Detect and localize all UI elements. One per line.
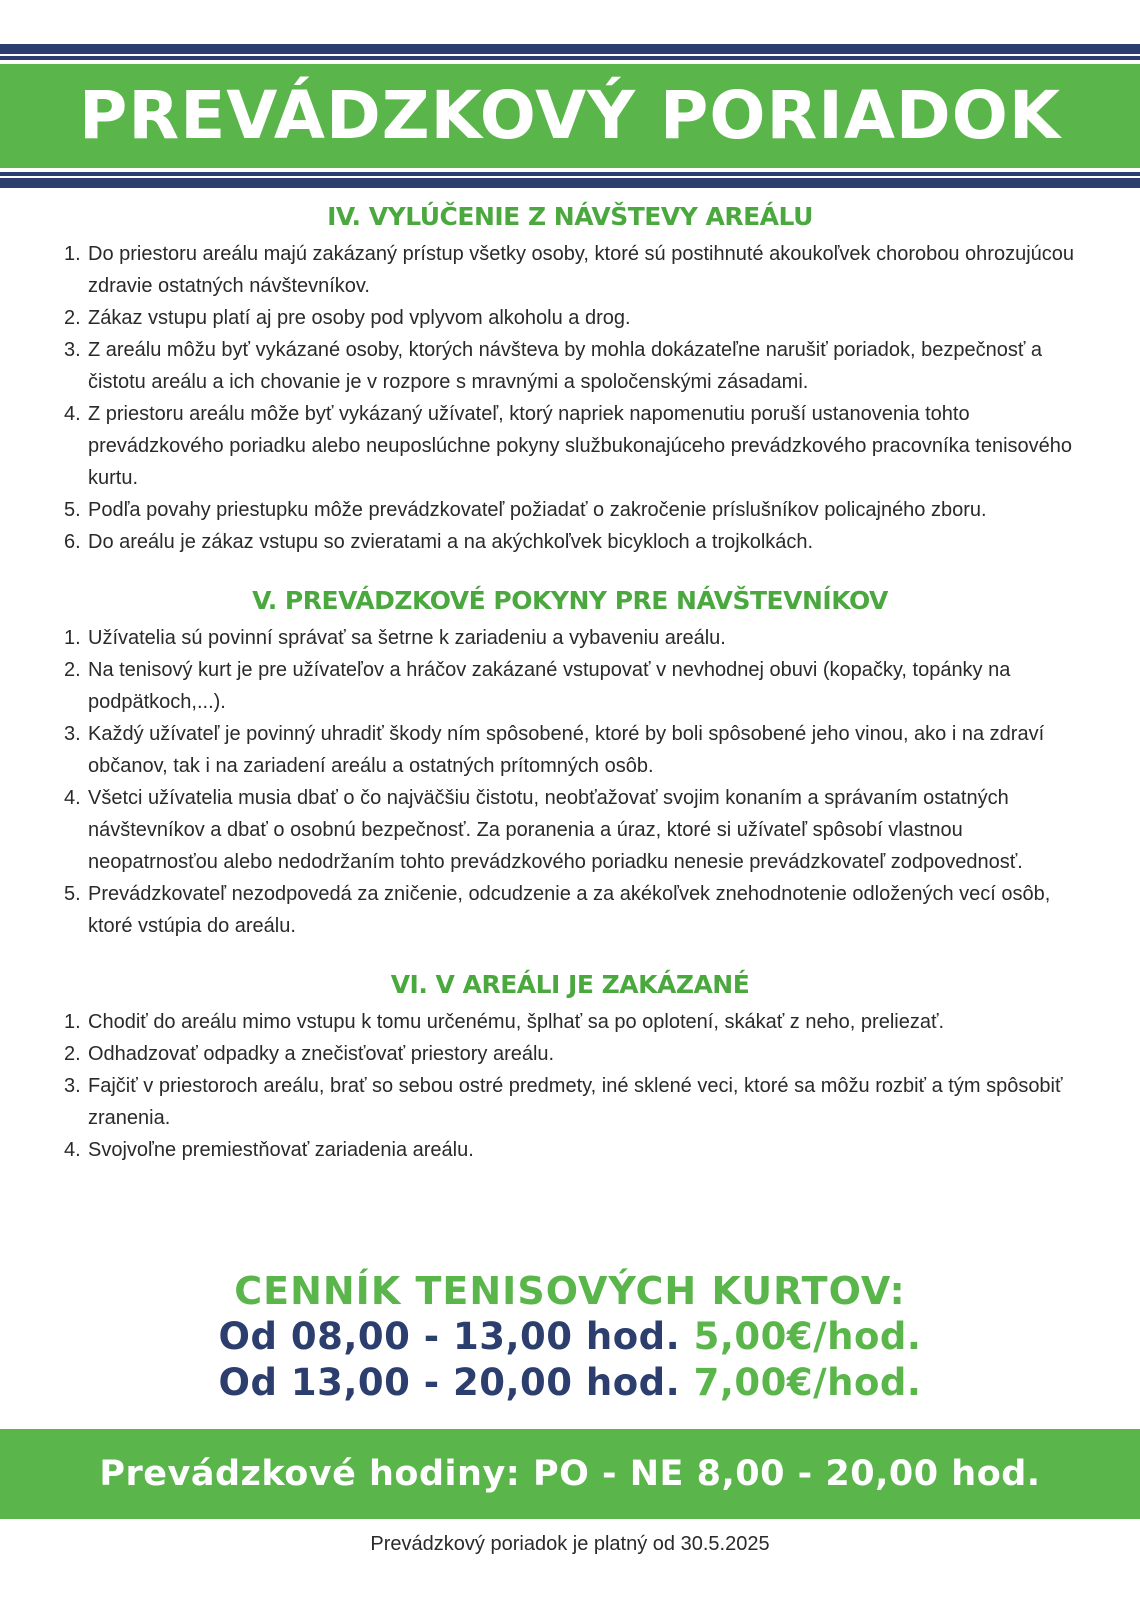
page-title: PREVÁDZKOVÝ PORIADOK: [79, 77, 1061, 154]
list-item: 2. Odhadzovať odpadky a znečisťovať priestory areálu.: [64, 1043, 555, 1065]
list-item: 1. Do priestoru areálu majú zakázaný prístup všetky osoby, ktoré sú postihnuté akoukoľvek chorobou ohrozujúcou zdravie ostatných návštevníkov.: [64, 243, 1075, 297]
price-row-morning: [0, 1314, 1140, 1360]
opening-hours-text: Prevádzkové hodiny: PO - NE 8,00 - 20,00 hod.: [99, 1454, 1041, 1494]
section-title: IV. VYLÚČENIE Z NÁVŠTEVY AREÁLU: [327, 202, 813, 231]
header-band: [0, 64, 1140, 168]
opening-hours-band: [0, 1429, 1140, 1519]
list-item: 1. Chodiť do areálu mimo vstupu k tomu určenému, šplhať sa po oplotení, skákať z neho, preliezať.: [64, 1011, 945, 1033]
list-item: 4. Z priestoru areálu môže byť vykázaný užívateľ, ktorý napriek napomenutiu poruší ustanovenia tohto prevádzkového poriadku alebo neuposlúchne pokyny službukonajúceho prevádzkového pracovníka tenisového kurtu.: [64, 403, 1073, 489]
section-prohibited: [60, 968, 1080, 1166]
list-item: 5. Podľa povahy priestupku môže prevádzkovateľ požiadať o zakročenie príslušníkov policajného zboru.: [64, 499, 987, 521]
list-item: 4. Svojvoľne premiestňovať zariadenia areálu.: [64, 1139, 474, 1161]
price-time: Od 08,00 - 13,00 hod.: [218, 1315, 681, 1358]
list-item: 4. Všetci užívatelia musia dbať o čo najväčšiu čistotu, neobťažovať svojim konaním a správaním ostatných návštevníkov a dbať o osobnú bezpečnosť. Za poranenia a úraz, ktoré si užívateľ spôsobí vlastnou neopatrnosťou alebo nedodržaním tohto prevádzkového poriadku nenesie prevádzkovateľ zodpovednosť.: [64, 787, 1023, 873]
top-navy-stripe-inner: [0, 56, 1140, 60]
pricing-title: CENNÍK TENISOVÝCH KURTOV:: [234, 1269, 906, 1313]
price-value: 5,00€/hod.: [693, 1315, 922, 1358]
list-item: 2. Zákaz vstupu platí aj pre osoby pod vplyvom alkoholu a drog.: [64, 307, 631, 329]
price-time: Od 13,00 - 20,00 hod.: [218, 1361, 681, 1404]
list-item: 6. Do areálu je zákaz vstupu so zvieratami a na akýchkoľvek bicykloch a trojkolkách.: [64, 531, 814, 553]
validity-note: Prevádzkový poriadok je platný od 30.5.2025: [370, 1533, 770, 1555]
list-item: 3. Fajčiť v priestoroch areálu, brať so sebou ostré predmety, iné sklené veci, ktoré sa môžu rozbiť a tým spôsobiť zranenia.: [64, 1075, 1063, 1129]
rules-list: [60, 622, 1080, 942]
price-value: 7,00€/hod.: [693, 1361, 922, 1404]
list-item: 5. Prevádzkovateľ nezodpovedá za zničenie, odcudzenie a za akékoľvek znehodnotenie odložených vecí osôb, ktoré vstúpia do areálu.: [64, 883, 1051, 937]
section-visitor-instructions: [60, 584, 1080, 942]
rules-content: [60, 200, 1080, 1192]
bottom-navy-stripe-outer: [0, 178, 1140, 188]
list-item: 2. Na tenisový kurt je pre užívateľov a hráčov zakázané vstupovať v nevhodnej obuvi (kopačky, topánky na podpätkoch,...).: [64, 659, 1011, 713]
bottom-navy-stripe-inner: [0, 172, 1140, 176]
top-navy-stripe-outer: [0, 44, 1140, 54]
rules-list: [60, 1006, 1080, 1166]
price-row-afternoon: [0, 1360, 1140, 1406]
section-title: V. PREVÁDZKOVÉ POKYNY PRE NÁVŠTEVNÍKOV: [252, 586, 888, 615]
section-title: VI. V AREÁLI JE ZAKÁZANÉ: [390, 970, 750, 999]
rules-list: [60, 238, 1080, 558]
list-item: 1. Užívatelia sú povinní správať sa šetrne k zariadeniu a vybaveniu areálu.: [64, 627, 726, 649]
pricing-block: [0, 1268, 1140, 1406]
section-exclusion: [60, 200, 1080, 558]
list-item: 3. Z areálu môžu byť vykázané osoby, ktorých návšteva by mohla dokázateľne narušiť poriadok, bezpečnosť a čistotu areálu a ich chovanie je v rozpore s mravnými a spoločenskými zásadami.: [64, 339, 1043, 393]
list-item: 3. Každý užívateľ je povinný uhradiť škody ním spôsobené, ktoré by boli spôsobené jeho vinou, ako i na zdraví občanov, tak i na zariadení areálu a ostatných prítomných osôb.: [64, 723, 1045, 777]
